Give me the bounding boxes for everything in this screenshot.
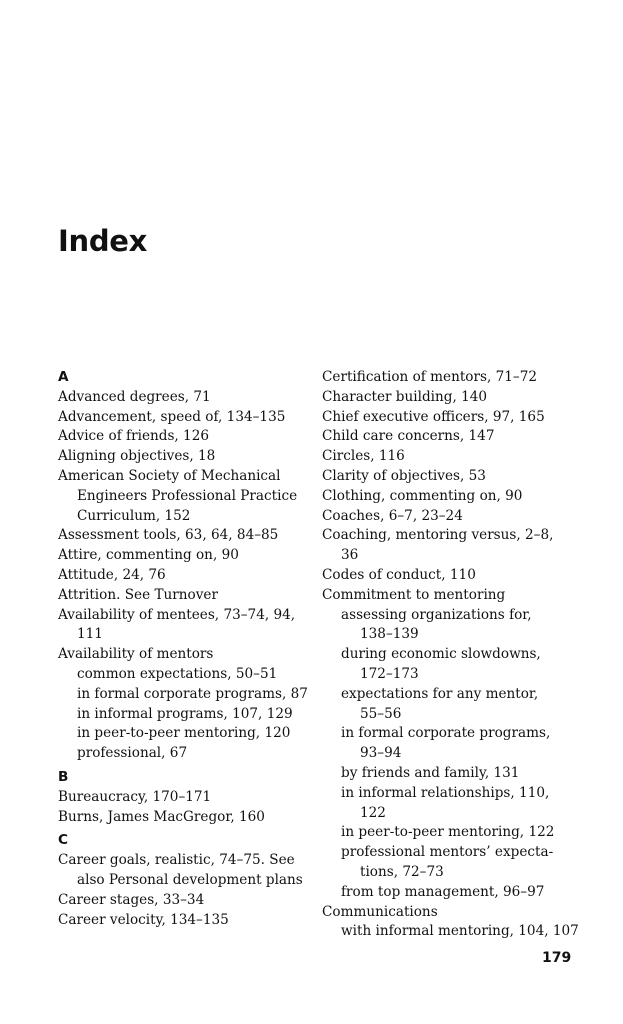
index-subentry-continuation: 138–139 xyxy=(360,626,419,643)
index-entry-continuation: Engineers Professional Practice xyxy=(77,487,298,504)
page-title: Index xyxy=(58,224,148,258)
index-subentry: during economic slowdowns, xyxy=(341,646,541,663)
section-letter-b: B xyxy=(58,768,69,785)
section-letter-c: C xyxy=(58,832,68,849)
section-letter-a: A xyxy=(58,369,69,385)
index-entry: Character building, 140 xyxy=(322,388,488,405)
index-subentry: in informal relationships, 110, xyxy=(341,784,550,801)
index-subentry: in formal corporate programs, xyxy=(341,725,551,742)
index-subentry-continuation: 93–94 xyxy=(360,745,402,762)
index-entry: Advice of friends, 126 xyxy=(58,428,210,445)
index-subentry: in informal programs, 107, 129 xyxy=(77,705,293,722)
index-entry: Availability of mentors xyxy=(58,646,214,663)
index-subentry-continuation: 122 xyxy=(360,804,386,821)
index-entry: Bureaucracy, 170–171 xyxy=(58,788,212,805)
index-subentry: expectations for any mentor, xyxy=(341,685,539,702)
index-entry-continuation: Curriculum, 152 xyxy=(77,507,191,524)
index-entry: Career stages, 33–34 xyxy=(58,891,205,908)
index-entry: Advanced degrees, 71 xyxy=(58,388,211,405)
index-subentry-continuation: tions, 72–73 xyxy=(360,863,444,880)
index-subentry: in peer-to-peer mentoring, 120 xyxy=(77,725,291,742)
index-entry-continuation: 36 xyxy=(341,547,359,564)
index-entry: Burns, James MacGregor, 160 xyxy=(58,808,265,825)
index-entry: Availability of mentees, 73–74, 94, xyxy=(58,606,296,623)
index-entry: Attire, commenting on, 90 xyxy=(58,547,239,564)
index-entry: Coaches, 6–7, 23–24 xyxy=(322,507,463,524)
index-entry: Career goals, realistic, 74–75. See xyxy=(58,852,295,869)
index-entry: Child care concerns, 147 xyxy=(322,428,495,445)
index-entry: Chief executive officers, 97, 165 xyxy=(322,408,545,425)
index-entry: Aligning objectives, 18 xyxy=(58,448,216,465)
index-column-right xyxy=(322,368,577,942)
index-entry: Career velocity, 134–135 xyxy=(58,911,229,928)
index-entry: Clarity of objectives, 53 xyxy=(322,467,486,484)
index-column-left xyxy=(58,368,313,930)
index-subentry-continuation: 55–56 xyxy=(360,705,402,722)
index-entry: Assessment tools, 63, 64, 84–85 xyxy=(58,527,279,544)
index-entry-continuation: also Personal development plans xyxy=(77,871,303,888)
index-subentry: common expectations, 50–51 xyxy=(77,665,278,682)
index-entry-continuation: 111 xyxy=(77,626,103,643)
index-entry: Codes of conduct, 110 xyxy=(322,566,476,583)
index-subentry: from top management, 96–97 xyxy=(341,883,545,900)
index-entry: Advancement, speed of, 134–135 xyxy=(58,408,286,425)
index-entry: Coaching, mentoring versus, 2–8, xyxy=(322,527,554,544)
index-subentry: professional mentors’ expecta- xyxy=(341,844,554,861)
index-subentry: by friends and family, 131 xyxy=(341,764,520,781)
index-entry: Communications xyxy=(322,903,438,920)
index-entry: Attitude, 24, 76 xyxy=(58,566,166,583)
index-entry: American Society of Mechanical xyxy=(58,467,281,484)
index-entry: Certification of mentors, 71–72 xyxy=(322,369,537,385)
index-subentry: in formal corporate programs, 87 xyxy=(77,685,308,702)
index-subentry: with informal mentoring, 104, 107 xyxy=(341,923,579,940)
index-subentry: professional, 67 xyxy=(77,745,188,762)
page-number: 179 xyxy=(542,950,572,966)
index-entry: Attrition. See Turnover xyxy=(58,586,218,603)
index-subentry: in peer-to-peer mentoring, 122 xyxy=(341,824,555,841)
index-subentry: assessing organizations for, xyxy=(341,606,532,623)
index-entry: Commitment to mentoring xyxy=(322,586,506,603)
index-entry: Clothing, commenting on, 90 xyxy=(322,487,523,504)
index-entry: Circles, 116 xyxy=(322,448,405,465)
index-subentry-continuation: 172–173 xyxy=(360,665,419,682)
